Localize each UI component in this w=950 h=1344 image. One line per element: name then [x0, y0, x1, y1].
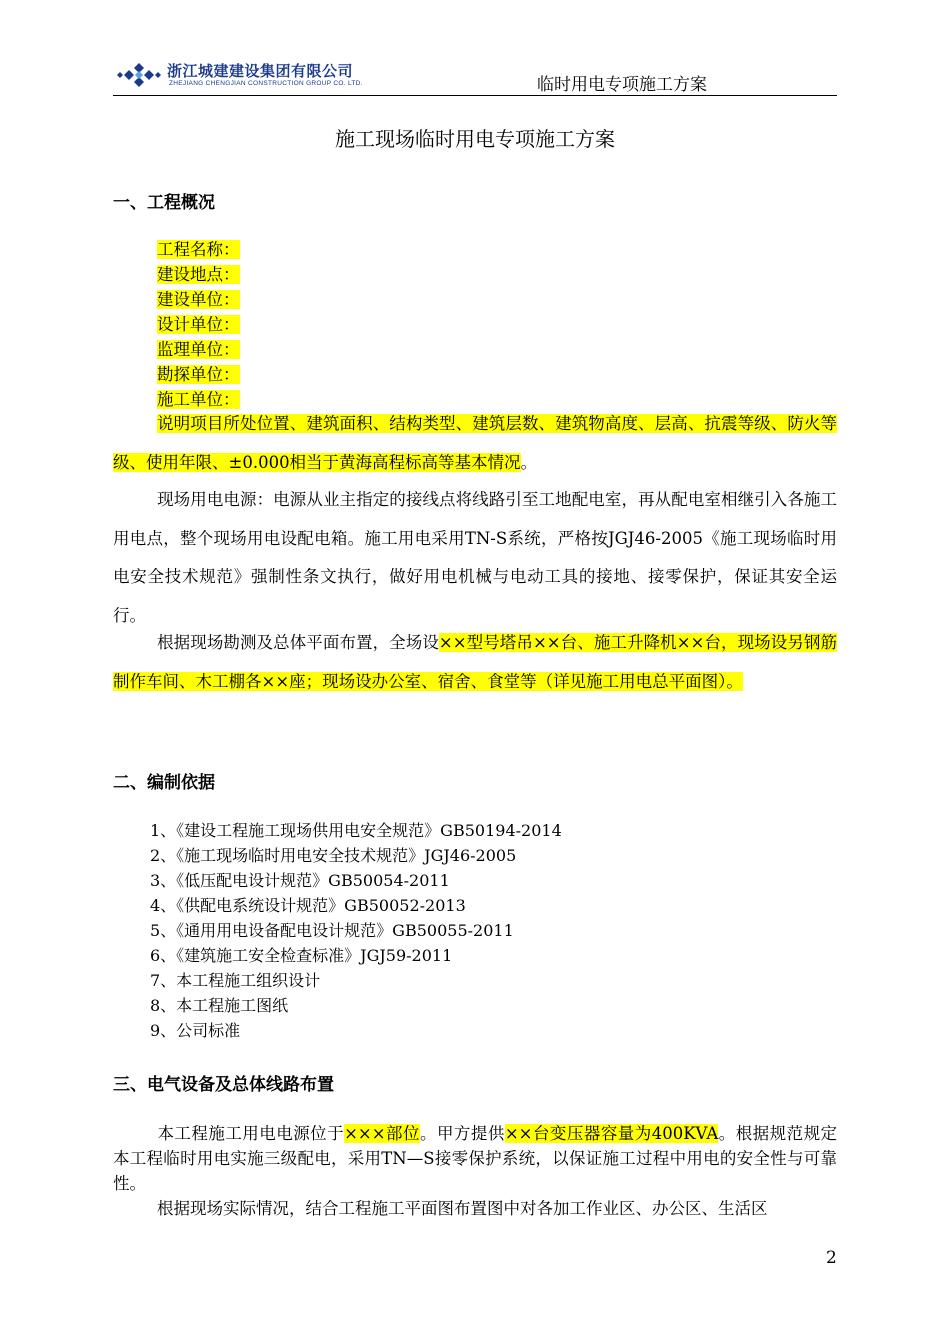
section-heading-1: 一、工程概况: [113, 193, 215, 213]
section-heading-3: 三、电气设备及总体线路布置: [113, 1075, 334, 1095]
list-item: 3、《低压配电设计规范》GB50054-2011: [150, 871, 450, 890]
company-name-cn: 浙江城建建设集团有限公司: [167, 62, 354, 80]
power-source-paragraph: 现场用电电源：电源从业主指定的接线点将线路引至工地配电室，再从配电室相继引入各施工用电点，整个现场用电设配电箱。施工用电采用TN-S系统，严格按JGJ46-2005《施工现场临时用电安全技术规范》强制性条文执行，做好用电机械与电动工具的接地、接零保护，保证其安全运行。: [113, 490, 837, 625]
list-item: 2、《施工现场临时用电安全技术规范》JGJ46-2005: [150, 846, 517, 865]
list-item: 9、公司标准: [150, 1021, 241, 1040]
info-item: 勘探单位：: [157, 365, 240, 384]
company-name-en: ZHEJIANG CHENGJIAN CONSTRUCTION GROUP CO. LTD.: [169, 80, 363, 87]
info-item: 施工单位：: [157, 390, 240, 409]
header-divider: [113, 95, 837, 96]
list-item: 6、《建筑施工安全检查标准》JGJ59-2011: [150, 946, 453, 965]
page-number: 2: [826, 1248, 837, 1268]
info-item: 设计单位：: [157, 315, 240, 334]
power-supply-paragraph: 本工程施工用电电源位于×××部位。甲方提供××台变压器容量为400KVA。根据规范规定本工程临时用电实施三级配电，采用TN—S接零保护系统，以保证施工过程中用电的安全性与可靠性。: [113, 1124, 838, 1193]
page-title: 施工现场临时用电专项施工方案: [335, 127, 615, 151]
info-item: 建设地点：: [157, 265, 240, 284]
project-description: 说明项目所处位置、建筑面积、结构类型、建筑层数、建筑物高度、层高、抗震等级、防火等级、使用年限、±0.000相当于黄海高程标高等基本情况。: [113, 414, 838, 472]
site-layout-paragraph: 根据现场勘测及总体平面布置，全场设××型号塔吊××台、施工升降机××台，现场设另钢筋制作车间、木工棚各××座；现场设办公室、宿舍、食堂等（详见施工用电总平面图）。: [113, 633, 837, 691]
list-item: 7、本工程施工组织设计: [150, 971, 321, 990]
page-header: [113, 56, 837, 96]
list-item: 5、《通用用电设备配电设计规范》GB50055-2011: [150, 921, 514, 940]
list-item: 8、本工程施工图纸: [150, 996, 289, 1015]
info-item: 工程名称：: [157, 240, 240, 259]
company-logo-icon: [117, 62, 161, 88]
site-condition-paragraph: 根据现场实际情况，结合工程施工平面图布置图中对各加工作业区、办公区、生活区: [157, 1199, 768, 1218]
section-heading-2: 二、编制依据: [113, 773, 215, 793]
list-item: 1、《建设工程施工现场供用电安全规范》GB50194-2014: [150, 821, 562, 840]
info-item: 建设单位：: [157, 290, 240, 309]
header-doc-title: 临时用电专项施工方案: [537, 75, 707, 95]
basis-list: [150, 818, 562, 1043]
project-info-list: [157, 237, 240, 412]
list-item: 4、《供配电系统设计规范》GB50052-2013: [150, 896, 466, 915]
info-item: 监理单位：: [157, 340, 240, 359]
